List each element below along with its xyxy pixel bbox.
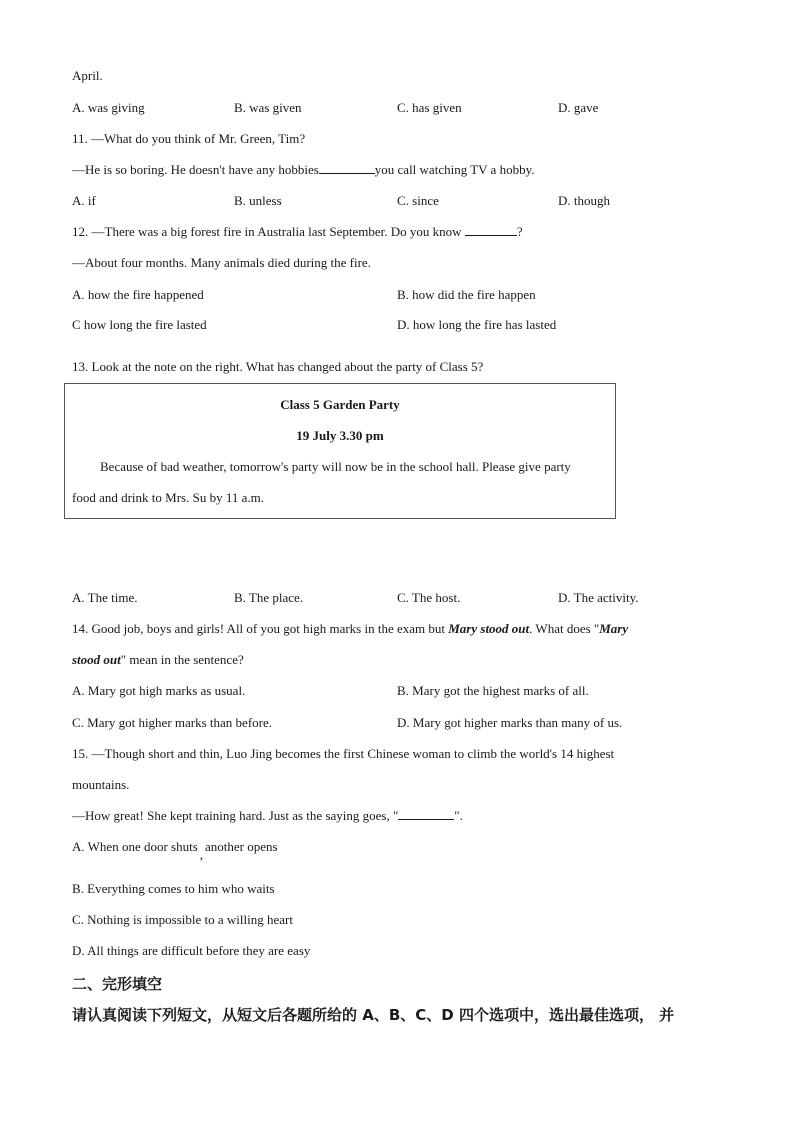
- q14-option-d: D. Mary got higher marks than many of us.: [397, 715, 623, 730]
- q15-option-d: D. All things are difficult before they are easy: [72, 943, 311, 958]
- q12-stem-part2: ?: [516, 224, 523, 239]
- q15-reply: [72, 808, 463, 824]
- q14-option-a: A. Mary got high marks as usual.: [72, 683, 246, 698]
- q12-reply: —About four months. Many animals died during the fire.: [72, 255, 371, 270]
- q13-option-d: D. The activity.: [558, 590, 639, 605]
- section-instruction: 请认真阅读下列短文，从短文后各题所给的 A、B、C、D 四个选项中，选出最佳选项， 并: [72, 1006, 675, 1024]
- q15-option-c: C. Nothing is impossible to a willing heart: [72, 912, 293, 927]
- q11-reply-part1: —He is so boring. He doesn't have any hobbies: [72, 162, 319, 177]
- q11-reply-part2: you call watching TV a hobby.: [374, 162, 535, 177]
- q10-option-d: D. gave: [558, 100, 599, 115]
- q14-emphasis-2: Mary: [599, 621, 629, 636]
- q14-option-c: C. Mary got higher marks than before.: [72, 715, 273, 730]
- q13-stem: 13. Look at the note on the right. What has changed about the party of Class 5?: [72, 359, 484, 374]
- q11-option-b: B. unless: [234, 193, 282, 208]
- q15-option-a: [72, 839, 278, 862]
- q10-tail: April.: [72, 68, 103, 83]
- q11-reply: [72, 162, 534, 178]
- q15-stem-line1: 15. —Though short and thin, Luo Jing becomes the first Chinese woman to climb the world's 14 highest: [72, 746, 615, 761]
- q14-emphasis-3: stood out: [72, 652, 121, 667]
- q12-option-b: B. how did the fire happen: [397, 287, 536, 302]
- q11-stem: 11. —What do you think of Mr. Green, Tim?: [72, 131, 306, 146]
- q14-stem-part2: . What does ": [529, 621, 600, 636]
- note-line-1: Because of bad weather, tomorrow's party will now be in the school hall. Please give party: [100, 459, 571, 474]
- q14-option-b: B. Mary got the highest marks of all.: [397, 683, 589, 698]
- q10-option-a: A. was giving: [72, 100, 145, 115]
- q15-option-a-part2: another opens: [205, 839, 278, 854]
- q14-stem-line1: [72, 621, 628, 637]
- q15-option-a-comma: ,: [199, 847, 204, 862]
- q13-option-a: A. The time.: [72, 590, 138, 605]
- q11-option-d: D. though: [558, 193, 610, 208]
- q10-option-c: C. has given: [397, 100, 462, 115]
- q10-option-b: B. was given: [234, 100, 302, 115]
- q11-blank: [319, 162, 375, 174]
- q13-option-c: C. The host.: [397, 590, 461, 605]
- q15-reply-part2: ".: [454, 808, 463, 823]
- q12-option-d: D. how long the fire has lasted: [397, 317, 557, 332]
- q15-option-b: B. Everything comes to him who waits: [72, 881, 275, 896]
- q12-blank: [465, 224, 517, 236]
- q15-blank: [398, 808, 454, 820]
- q12-stem-part1: 12. —There was a big forest fire in Australia last September. Do you know: [72, 224, 462, 239]
- q15-option-a-part1: A. When one door shuts: [72, 839, 198, 854]
- note-date: 19 July 3.30 pm: [296, 428, 384, 443]
- note-title: Class 5 Garden Party: [280, 397, 400, 412]
- q11-option-c: C. since: [397, 193, 439, 208]
- q14-emphasis-1: Mary stood out: [448, 621, 530, 636]
- section-heading: 二、完形填空: [72, 975, 163, 993]
- q14-stem-line2: [72, 652, 244, 668]
- q12-option-a: A. how the fire happened: [72, 287, 204, 302]
- q15-reply-part1: —How great! She kept training hard. Just as the saying goes, ": [72, 808, 399, 823]
- q12-option-c: C how long the fire lasted: [72, 317, 207, 332]
- q11-option-a: A. if: [72, 193, 96, 208]
- note-line-2: food and drink to Mrs. Su by 11 a.m.: [72, 490, 264, 505]
- q12-stem: [72, 224, 523, 240]
- q13-option-b: B. The place.: [234, 590, 304, 605]
- q14-stem-part3: " mean in the sentence?: [120, 652, 244, 667]
- q14-stem-part1: 14. Good job, boys and girls! All of you got high marks in the exam but: [72, 621, 449, 636]
- q15-stem-line2: mountains.: [72, 777, 130, 792]
